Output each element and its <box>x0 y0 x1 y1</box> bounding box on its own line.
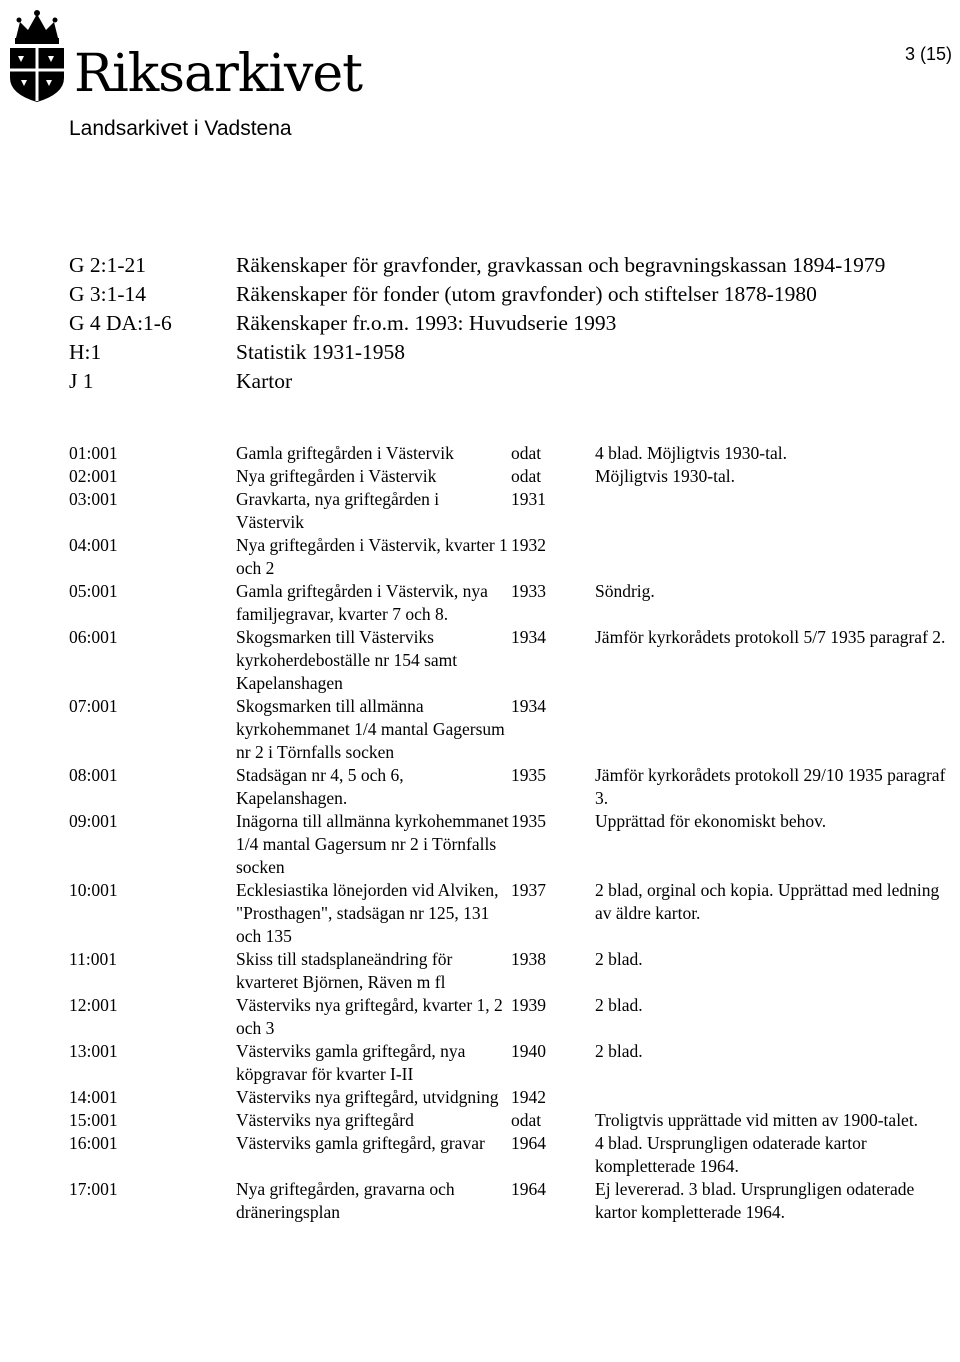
archive-office: Landsarkivet i Vadstena <box>69 117 292 140</box>
entry-note: 2 blad. <box>595 949 643 969</box>
entry-ref: 14:001 <box>69 1087 118 1107</box>
table-row <box>69 1109 949 1132</box>
table-row <box>69 948 949 994</box>
entry-note: Ej levererad. 3 blad. Ursprungligen odaterade kartor kompletterade 1964. <box>595 1179 915 1222</box>
entry-date: 1931 <box>511 489 546 509</box>
entry-date: 1934 <box>511 627 546 647</box>
entry-date: 1942 <box>511 1087 546 1107</box>
entry-date: odat <box>511 443 542 463</box>
entry-date: 1933 <box>511 581 546 601</box>
entry-note: Jämför kyrkorådets protokoll 5/7 1935 paragraf 2. <box>595 627 946 647</box>
series-row <box>69 309 889 338</box>
series-list <box>69 251 889 396</box>
entry-note: Upprättad för ekonomiskt behov. <box>595 811 827 831</box>
table-row <box>69 810 949 879</box>
entry-title: Västerviks nya griftegård, utvidgning <box>236 1087 499 1107</box>
entry-note: 2 blad. <box>595 1041 643 1061</box>
entry-ref: 08:001 <box>69 765 118 785</box>
entry-title: Gamla griftegården i Västervik, nya familjegravar, kvarter 7 och 8. <box>236 581 488 624</box>
entry-title: Nya griftegården i Västervik, kvarter 1 och 2 <box>236 535 508 578</box>
entry-date: 1935 <box>511 811 546 831</box>
entry-ref: 11:001 <box>69 949 117 969</box>
page-number: 3 (15) <box>904 44 952 64</box>
entry-title: Inägorna till allmänna kyrkohemmanet 1/4 mantal Gagersum nr 2 i Törnfalls socken <box>236 811 509 877</box>
entry-note: 2 blad. <box>595 995 643 1015</box>
entry-title: Skogsmarken till Västerviks kyrkoherdeboställe nr 154 samt Kapelanshagen <box>236 627 458 693</box>
entry-ref: 16:001 <box>69 1133 118 1153</box>
series-code: G 2:1-21 <box>69 253 147 277</box>
entry-ref: 03:001 <box>69 489 118 509</box>
entry-title: Västerviks gamla griftegård, gravar <box>236 1133 485 1153</box>
entry-note <box>595 1086 949 1109</box>
entry-ref: 07:001 <box>69 696 118 716</box>
series-row <box>69 367 889 396</box>
entry-date: odat <box>511 1110 542 1130</box>
series-row <box>69 280 889 309</box>
table-row <box>69 1086 949 1109</box>
entry-ref: 09:001 <box>69 811 118 831</box>
table-row <box>69 626 949 695</box>
entry-title: Ecklesiastika lönejorden vid Alviken, "Prosthagen", stadsägan nr 125, 131 och 135 <box>236 880 499 946</box>
entry-date: 1932 <box>511 535 546 555</box>
entry-note: Troligtvis upprättade vid mitten av 1900-talet. <box>595 1110 919 1130</box>
entry-ref: 06:001 <box>69 627 118 647</box>
entry-title: Nya griftegården, gravarna och dräneringsplan <box>236 1179 455 1222</box>
table-row <box>69 879 949 948</box>
entry-title: Gamla griftegården i Västervik <box>236 443 454 463</box>
series-title: Kartor <box>236 369 293 393</box>
entry-note: Jämför kyrkorådets protokoll 29/10 1935 paragraf 3. <box>595 765 946 808</box>
table-row <box>69 1178 949 1224</box>
entry-note <box>595 534 949 580</box>
table-row <box>69 1040 949 1086</box>
entry-ref: 17:001 <box>69 1179 118 1199</box>
entry-note: 4 blad. Möjligtvis 1930-tal. <box>595 443 788 463</box>
entry-note: Möjligtvis 1930-tal. <box>595 466 735 486</box>
entry-date: 1935 <box>511 765 546 785</box>
entry-ref: 12:001 <box>69 995 118 1015</box>
entry-note <box>595 695 949 764</box>
entry-date: 1938 <box>511 949 546 969</box>
riksarkivet-logo <box>6 8 363 104</box>
table-row <box>69 488 949 534</box>
series-code: G 3:1-14 <box>69 282 147 306</box>
entry-ref: 02:001 <box>69 466 118 486</box>
series-title: Räkenskaper för fonder (utom gravfonder) och stiftelser 1878-1980 <box>236 282 817 306</box>
entry-date: 1964 <box>511 1179 546 1199</box>
crown-shield-icon <box>6 8 68 103</box>
map-entries-table <box>69 442 949 1224</box>
entry-title: Skiss till stadsplaneändring för kvarteret Björnen, Räven m fl <box>236 949 453 992</box>
entry-note: 2 blad, orginal och kopia. Upprättad med ledning av äldre kartor. <box>595 880 940 923</box>
entry-title: Västerviks gamla griftegård, nya köpgravar för kvarter I-II <box>236 1041 466 1084</box>
table-row <box>69 1132 949 1178</box>
series-row <box>69 338 889 367</box>
entry-date: 1964 <box>511 1133 546 1153</box>
entry-ref: 04:001 <box>69 535 118 555</box>
series-code: H:1 <box>69 340 102 364</box>
entry-title: Västerviks nya griftegård, kvarter 1, 2 och 3 <box>236 995 503 1038</box>
table-row <box>69 465 949 488</box>
entry-note: 4 blad. Ursprungligen odaterade kartor kompletterade 1964. <box>595 1133 867 1176</box>
entry-ref: 05:001 <box>69 581 118 601</box>
series-title: Räkenskaper för gravfonder, gravkassan och begravningskassan 1894-1979 <box>236 253 886 277</box>
series-code: G 4 DA:1-6 <box>69 311 172 335</box>
series-row <box>69 251 889 280</box>
entry-title: Stadsägan nr 4, 5 och 6, Kapelanshagen. <box>236 765 404 808</box>
entry-ref: 15:001 <box>69 1110 118 1130</box>
entry-ref: 13:001 <box>69 1041 118 1061</box>
table-row <box>69 695 949 764</box>
entry-ref: 01:001 <box>69 443 118 463</box>
table-row <box>69 994 949 1040</box>
entry-date: 1939 <box>511 995 546 1015</box>
table-row <box>69 580 949 626</box>
entry-date: 1937 <box>511 880 546 900</box>
entry-date: 1940 <box>511 1041 546 1061</box>
entry-date: odat <box>511 466 542 486</box>
brand-name: Riksarkivet <box>74 44 363 104</box>
table-row <box>69 534 949 580</box>
entry-title: Skogsmarken till allmänna kyrkohemmanet 1/4 mantal Gagersum nr 2 i Törnfalls socken <box>236 696 505 762</box>
entry-title: Gravkarta, nya griftegården i Västervik <box>236 489 440 532</box>
entry-note: Söndrig. <box>595 581 655 601</box>
entry-title: Nya griftegården i Västervik <box>236 466 437 486</box>
entry-note <box>595 488 949 534</box>
entry-title: Västerviks nya griftegård <box>236 1110 414 1130</box>
table-row <box>69 442 949 465</box>
table-row <box>69 764 949 810</box>
entry-ref: 10:001 <box>69 880 118 900</box>
series-title: Statistik 1931-1958 <box>236 340 406 364</box>
series-title: Räkenskaper fr.o.m. 1993: Huvudserie 1993 <box>236 311 617 335</box>
entry-date: 1934 <box>511 696 546 716</box>
series-code: J 1 <box>69 369 94 393</box>
